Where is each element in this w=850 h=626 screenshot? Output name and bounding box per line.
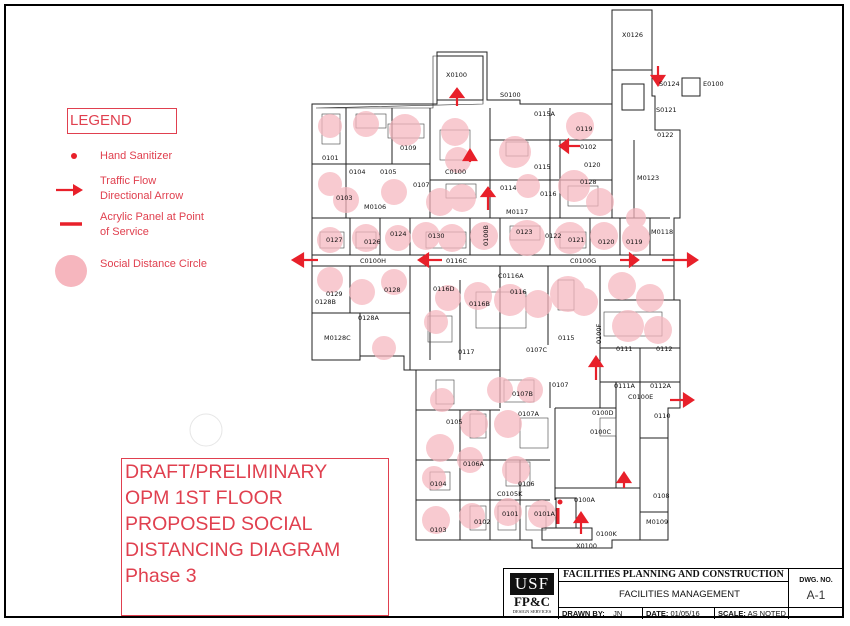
room-label: 0112A [650,382,671,390]
room-label: 0100F [595,323,603,344]
room-label: 0116D [433,285,455,293]
room-label: 0100A [574,496,595,504]
room-label: 0110 [654,412,671,420]
room-label: M0109 [646,518,669,526]
logo-design-services: DESIGN SERVICES [512,609,552,614]
circle-legend-icon [55,255,87,287]
room-label: 0101 [502,510,519,518]
org-name: FACILITIES PLANNING AND CONSTRUCTION [558,569,788,581]
room-label: 0119 [626,238,643,246]
drawing-number-cell [788,569,843,607]
room-label: 0108 [653,492,670,500]
room-label: 0111A [614,382,635,390]
room-label: 0116 [540,190,557,198]
room-label: 0104 [430,480,447,488]
room-label: 0107A [518,410,539,418]
room-label: 0100B [482,224,490,246]
room-label: 0107C [526,346,548,354]
draft-line: DISTANCING DIAGRAM [125,539,341,561]
drawn-by-label: DRAWN BY: [562,609,605,618]
room-label: 0127 [326,236,343,244]
arrow-legend-icon [56,184,83,196]
room-label: M0128C [324,334,351,342]
room-label: M0106 [364,203,387,211]
room-label: 0119 [576,125,593,133]
room-label: 0121 [568,236,585,244]
draft-line: OPM 1ST FLOOR [125,487,283,509]
room-label: C0100E [628,393,654,401]
room-label: 0101A [534,510,555,518]
room-label: 0106A [463,460,484,468]
faint-circle [190,414,222,446]
room-label: 0115 [534,163,551,171]
room-label: 0128 [384,286,401,294]
room-label: 0116B [469,300,491,308]
room-label: 0104 [349,168,366,176]
room-label: 0107B [512,390,534,398]
room-label: 0117 [458,348,475,356]
room-label: 0120 [584,161,601,169]
room-label: 0129 [326,290,343,298]
room-label: 0123 [516,228,533,236]
room-label: S0121 [656,106,677,114]
date-value: 01/05/16 [670,609,700,618]
room-label: X0126 [622,31,643,39]
draft-line: Phase 3 [125,565,197,587]
room-label: 0115A [534,110,555,118]
legend-symbols [55,153,87,287]
room-label: 0102 [580,143,597,151]
usf-logo [508,572,556,616]
room-label: 0105 [380,168,397,176]
room-label: 0122 [545,232,562,240]
room-label: M0118 [651,228,674,236]
sanitizer-mark [558,500,563,505]
room-label: 0116C [446,257,468,265]
room-label: 0100D [592,409,614,417]
room-label: S0100 [500,91,521,99]
scale-value: AS NOTED [747,609,786,618]
logo-usf: USF [510,573,554,595]
room-label: 0115 [558,334,575,342]
room-label: 0106 [518,480,535,488]
room-label: 0122 [657,131,674,139]
legend-item-arrow: Traffic Flow Directional Arrow [100,175,184,202]
room-label: 0100K [596,530,617,538]
date-label: DATE: [646,609,669,618]
room-label: 0124 [390,230,407,238]
room-label: 0114 [500,184,517,192]
room-label: C0100G [570,257,597,265]
room-label: M0123 [637,174,660,182]
legend-title: LEGEND [67,108,177,134]
room-label: M0117 [506,208,529,216]
sanitizer-legend-dot [71,153,77,159]
room-label: 0130 [428,232,445,240]
room-label: 0105 [446,418,463,426]
room-label: X0100 [446,71,467,79]
room-label: X0100 [576,542,597,550]
room-label: 0116 [510,288,527,296]
draft-line: DRAFT/PRELIMINARY [125,461,328,483]
room-label: 0120 [598,238,615,246]
room-label: C0105K [497,490,523,498]
legend-item-panel: Acrylic Panel at Point of Service [100,211,204,238]
room-label: 0103 [430,526,447,534]
legend-item-sanitizer: Hand Sanitizer [100,150,173,162]
drawn-by-cell [558,607,642,619]
scale-cell [714,607,788,619]
scale-label: SCALE: [718,609,746,618]
room-label: C0116A [498,272,524,280]
room-label: 0107 [413,181,430,189]
room-label: 0107 [552,381,569,389]
room-label: C0100H [360,257,386,265]
room-label: C0100 [445,168,467,176]
room-label: E0100 [703,80,724,88]
title-block [503,568,842,618]
room-label: 0128B [315,298,337,306]
room-label: 0111 [616,345,633,353]
room-label: 0128 [580,178,597,186]
room-label: 0109 [400,144,417,152]
room-label: 0128A [358,314,379,322]
legend-item-circle: Social Distance Circle [100,258,207,270]
department-name: FACILITIES MANAGEMENT [558,581,788,607]
room-label: 0100C [590,428,612,436]
room-label: 0112 [656,345,673,353]
drawing-number-label: DWG. NO. [799,577,833,584]
draft-title-box [121,458,389,616]
drawn-by-value: JN [613,609,623,618]
room-label: 0101 [322,154,339,162]
date-cell [642,607,714,619]
logo-fpc: FP&C [513,594,551,609]
drawing-number: A-1 [806,588,826,602]
blank-cell [788,607,843,619]
draft-line: PROPOSED SOCIAL [125,513,313,535]
room-label: 0102 [474,518,491,526]
room-label: 0103 [336,194,353,202]
room-label: S0124 [659,80,680,88]
room-label: 0126 [364,238,381,246]
